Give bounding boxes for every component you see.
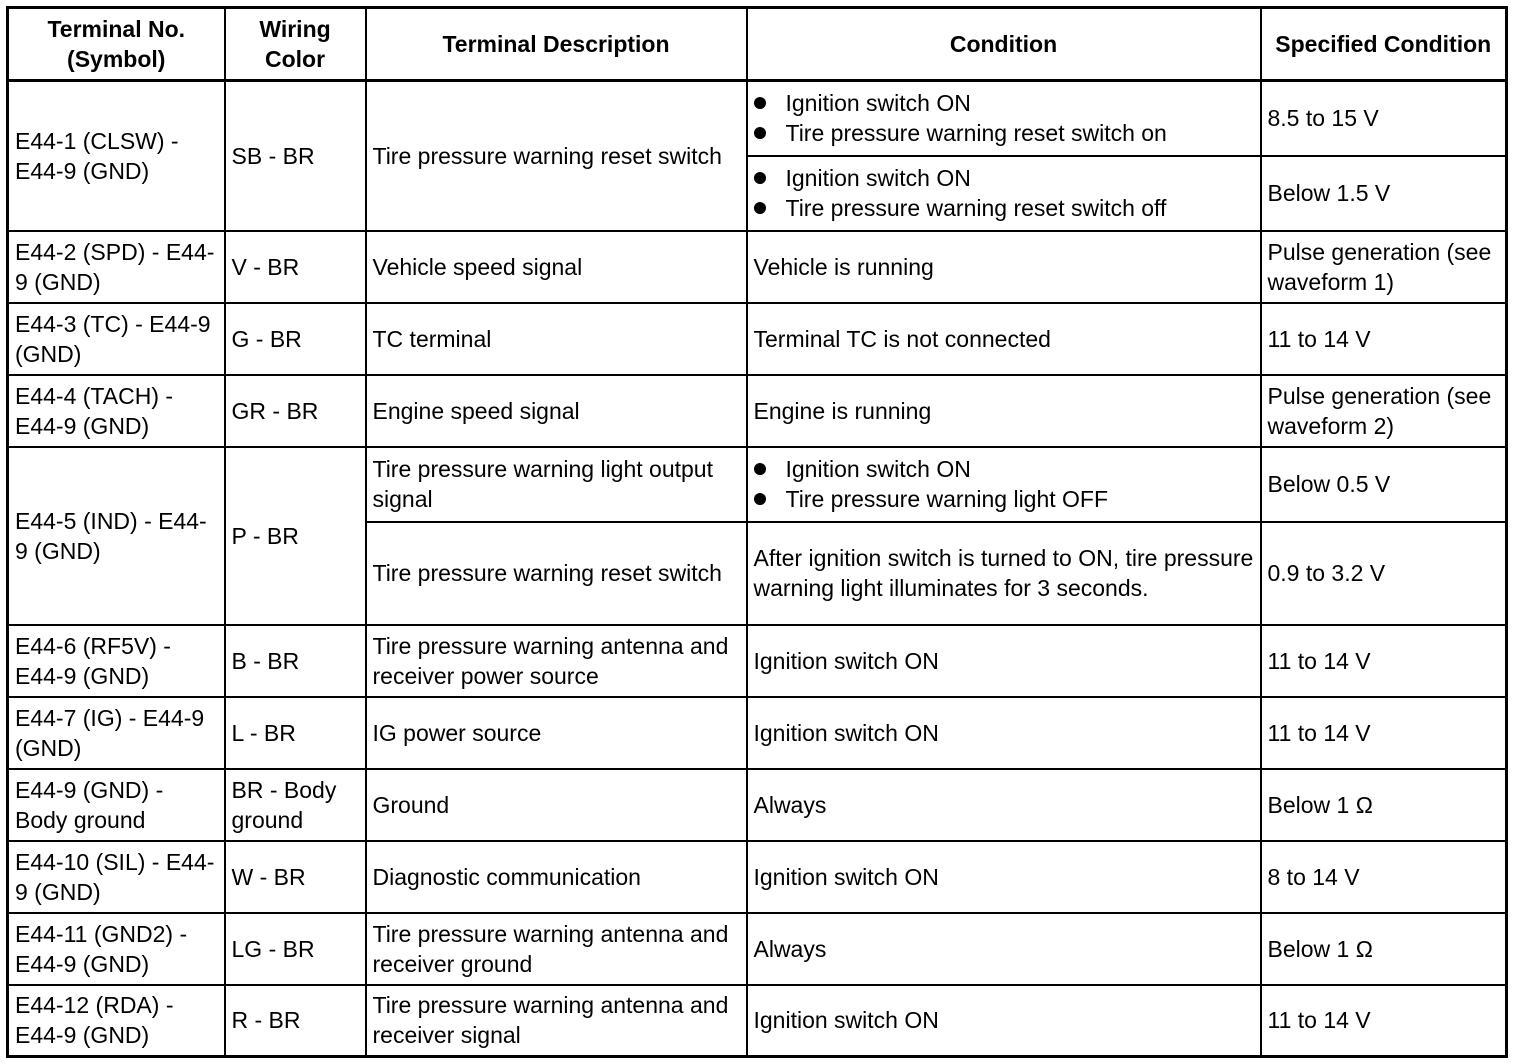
specified-cell: Pulse generation (see waveform 2) (1261, 375, 1507, 447)
bullet-text: Ignition switch ON (785, 165, 971, 191)
specified-cell: Below 1.5 V (1261, 156, 1507, 231)
condition-cell: Ignition switch ON (747, 985, 1261, 1057)
terminal-cell: E44-10 (SIL) - E44-9 (GND) (8, 841, 225, 913)
bullet-icon (754, 97, 766, 109)
condition-cell: Ignition switch ON (747, 697, 1261, 769)
wiring-color-cell: BR - Body ground (225, 769, 366, 841)
specified-cell: 11 to 14 V (1261, 985, 1507, 1057)
condition-cell: Vehicle is running (747, 231, 1261, 303)
condition-bullet (754, 88, 1254, 118)
wiring-color-cell: W - BR (225, 841, 366, 913)
bullet-text: Tire pressure warning reset switch on (785, 120, 1167, 147)
specified-cell: 8.5 to 15 V (1261, 81, 1507, 156)
bullet-icon (754, 463, 766, 475)
description-cell: Tire pressure warning reset switch (366, 522, 747, 625)
condition-bullet (754, 484, 1254, 514)
condition-cell: Ignition switch ON (747, 625, 1261, 697)
table-row (8, 303, 1507, 375)
bullet-text: Tire pressure warning reset switch off (785, 195, 1167, 221)
condition-bullet (754, 454, 1254, 484)
description-cell: TC terminal (366, 303, 747, 375)
table-row (8, 231, 1507, 303)
header-specified-condition: Specified Condition (1261, 8, 1507, 81)
bullet-text: Ignition switch ON (785, 90, 971, 117)
bullet-icon (754, 202, 766, 214)
condition-cell: Ignition switch ON (747, 841, 1261, 913)
specified-cell: 11 to 14 V (1261, 625, 1507, 697)
wiring-color-cell: L - BR (225, 697, 366, 769)
wiring-color-cell: SB - BR (225, 81, 366, 231)
header-terminal-description: Terminal Description (366, 8, 747, 81)
wiring-color-cell: GR - BR (225, 375, 366, 447)
description-cell: Vehicle speed signal (366, 231, 747, 303)
terminal-cell: E44-2 (SPD) - E44-9 (GND) (8, 231, 225, 303)
terminal-cell: E44-9 (GND) - Body ground (8, 769, 225, 841)
specified-cell: 8 to 14 V (1261, 841, 1507, 913)
terminal-cell: E44-12 (RDA) - E44-9 (GND) (8, 985, 225, 1057)
wiring-color-cell: R - BR (225, 985, 366, 1057)
condition-cell: Engine is running (747, 375, 1261, 447)
condition-bullet (754, 193, 1254, 223)
wiring-color-cell: G - BR (225, 303, 366, 375)
table-row (8, 769, 1507, 841)
bullet-icon (754, 493, 766, 505)
header-row (8, 8, 1507, 81)
condition-cell (747, 447, 1261, 522)
terminal-spec-table (6, 6, 1508, 1058)
description-cell: Tire pressure warning antenna and receiver power source (366, 625, 747, 697)
bullet-icon (754, 127, 766, 139)
specified-cell: Below 0.5 V (1261, 447, 1507, 522)
condition-bullet (754, 163, 1254, 193)
terminal-cell: E44-3 (TC) - E44-9 (GND) (8, 303, 225, 375)
condition-cell: After ignition switch is turned to ON, tire pressure warning light illuminates for 3 seconds. (747, 522, 1261, 625)
table-row (8, 697, 1507, 769)
condition-cell: Always (747, 769, 1261, 841)
wiring-color-cell: LG - BR (225, 913, 366, 985)
condition-cell: Terminal TC is not connected (747, 303, 1261, 375)
terminal-cell: E44-4 (TACH) - E44-9 (GND) (8, 375, 225, 447)
specified-cell: 0.9 to 3.2 V (1261, 522, 1507, 625)
terminal-cell: E44-6 (RF5V) - E44-9 (GND) (8, 625, 225, 697)
description-cell: IG power source (366, 697, 747, 769)
table-row (8, 985, 1507, 1057)
wiring-color-cell: B - BR (225, 625, 366, 697)
specified-cell: 11 to 14 V (1261, 697, 1507, 769)
header-condition: Condition (747, 8, 1261, 81)
description-cell: Tire pressure warning antenna and receiver signal (366, 985, 747, 1057)
condition-cell: Always (747, 913, 1261, 985)
condition-cell (747, 156, 1261, 231)
description-cell: Engine speed signal (366, 375, 747, 447)
condition-bullet (754, 118, 1254, 148)
condition-cell (747, 81, 1261, 156)
bullet-icon (754, 172, 766, 184)
table-row (8, 625, 1507, 697)
description-cell: Diagnostic communication (366, 841, 747, 913)
description-cell: Ground (366, 769, 747, 841)
terminal-cell: E44-1 (CLSW) - E44-9 (GND) (8, 81, 225, 231)
specified-cell: Below 1 Ω (1261, 913, 1507, 985)
header-wiring-color: Wiring Color (225, 8, 366, 81)
bullet-text: Tire pressure warning light OFF (785, 486, 1109, 512)
description-cell: Tire pressure warning antenna and receiver ground (366, 913, 747, 985)
description-cell: Tire pressure warning light output signal (366, 447, 747, 522)
terminal-cell: E44-7 (IG) - E44-9 (GND) (8, 697, 225, 769)
table-row (8, 913, 1507, 985)
specified-cell: Pulse generation (see waveform 1) (1261, 231, 1507, 303)
table-row (8, 841, 1507, 913)
wiring-color-cell: P - BR (225, 447, 366, 625)
table-row (8, 81, 1507, 156)
table-row (8, 447, 1507, 522)
header-terminal: Terminal No. (Symbol) (8, 8, 225, 81)
specified-cell: Below 1 Ω (1261, 769, 1507, 841)
specified-cell: 11 to 14 V (1261, 303, 1507, 375)
table-row (8, 375, 1507, 447)
terminal-cell: E44-5 (IND) - E44-9 (GND) (8, 447, 225, 625)
terminal-cell: E44-11 (GND2) - E44-9 (GND) (8, 913, 225, 985)
bullet-text: Ignition switch ON (785, 456, 971, 482)
description-cell: Tire pressure warning reset switch (366, 81, 747, 231)
wiring-color-cell: V - BR (225, 231, 366, 303)
